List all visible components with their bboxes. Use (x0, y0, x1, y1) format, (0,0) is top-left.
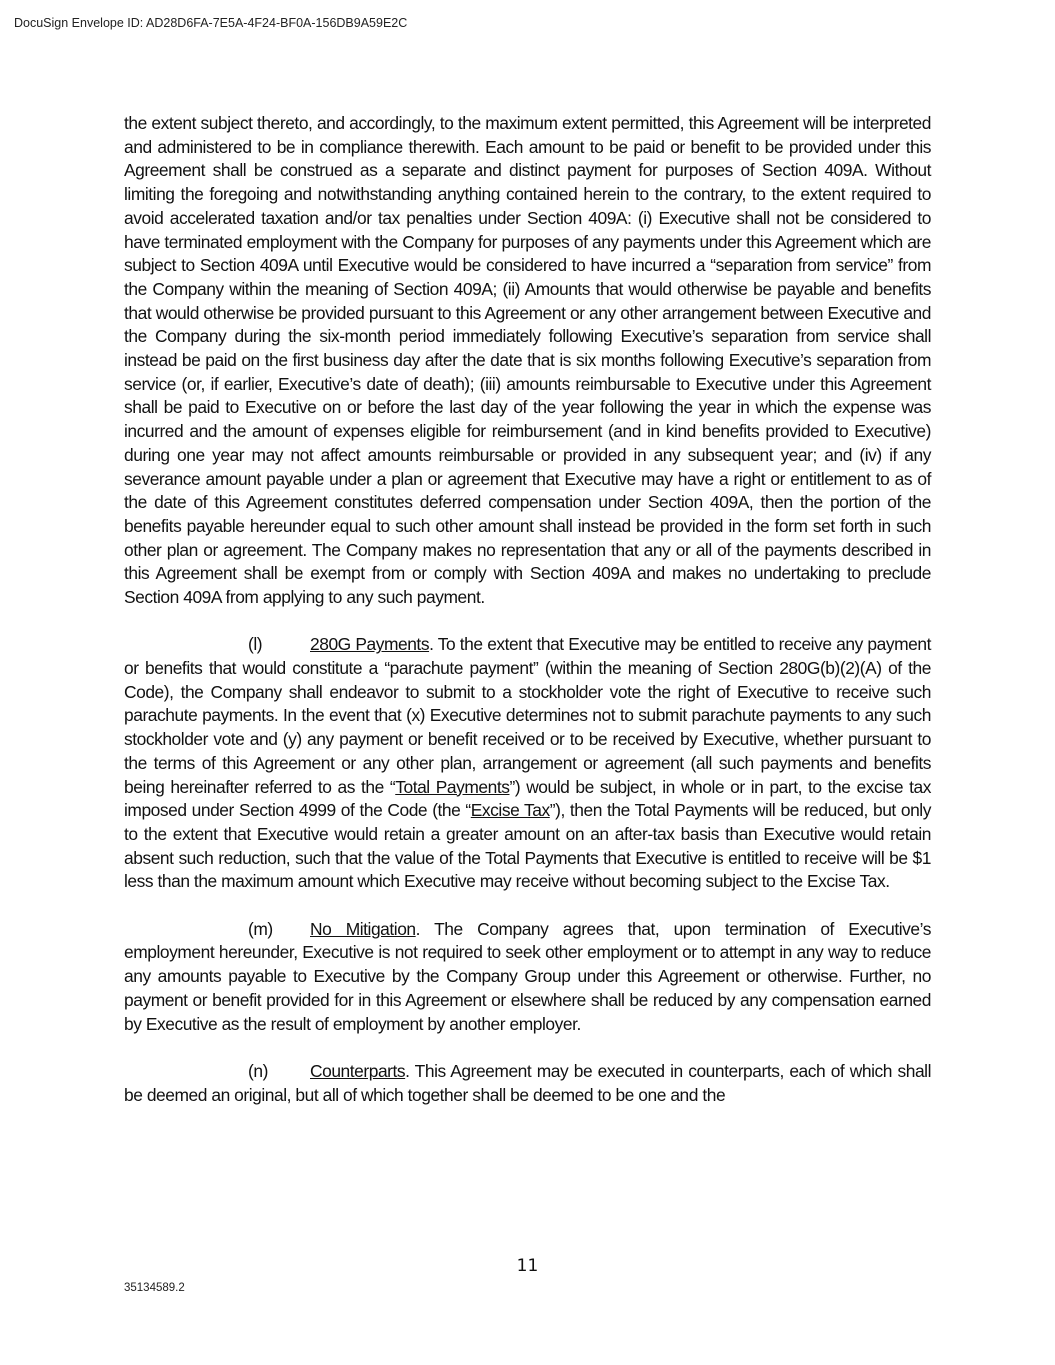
section-heading-no-mitigation: No Mitigation (310, 918, 416, 939)
paragraph-no-mitigation (124, 918, 931, 1037)
section-label-n: (n) (248, 1060, 268, 1081)
docusign-envelope-id: DocuSign Envelope ID: AD28D6FA-7E5A-4F24-BF0A-156DB9A59E2C (14, 16, 408, 30)
defined-term-excise-tax: Excise Tax (470, 800, 550, 821)
paragraph-text: ”), then the Total Payments will be reduced, but only to the extent that Executive would retain a greater amount on an after-tax basis than Executive would retain absent such reduction, such that the value of the Total Payments that Executive is entitled to receive will be $1 less than the maximum amount which Executive may receive without becoming subject to the Excise Tax. (124, 800, 931, 892)
document-number: 35134589.2 (124, 1282, 185, 1294)
section-heading-counterparts: Counterparts (310, 1060, 406, 1081)
paragraph-text: . This Agreement may be executed in counterparts, each of which shall be deemed an original, but all of which together shall be deemed to be one and the (124, 1060, 931, 1105)
paragraph-text: . To the extent that Executive may be entitled to receive any payment or benefits that would constitute a “parachute payment” (within the meaning of Section 280G(b)(2)(A) of the Code), the Company shall endeavor to submit to a stockholder vote the right of Executive to receive such parachute payments. In the event that (x) Executive determines not to submit parachute payments to any such stockholder vote and (y) any payment or benefit received or to be received by Executive, whether pursuant to the terms of this Agreement or any other plan, arrangement or agreement (all such payments and benefits being hereinafter referred to as the “ (124, 634, 931, 797)
section-label-m: (m) (248, 918, 273, 939)
section-heading-280g-payments: 280G Payments (310, 634, 430, 655)
paragraph-counterparts (124, 1060, 931, 1107)
paragraph-409a: the extent subject thereto, and accordingly, to the maximum extent permitted, this Agreement will be interpreted and administered to be in compliance therewith. Each amount to be paid or benefit to be provided under this Agreement shall be construed as a separate and distinct payment for purposes of Section 409A. Without limiting the foregoing and notwithstanding anything contained herein to the contrary, to the extent required to avoid accelerated taxation and/or tax penalties under Section 409A: (i) Executive shall not be considered to have terminated employment with the Company for purposes of any payments under this Agreement which are subject to Section 409A until Executive would be considered to have incurred a “separation from service” from the Company within the meaning of Section 409A; (ii) Amounts that would otherwise be payable and benefits that would otherwise be provided pursuant to this Agreement or any other arrangement between Executive and the Company during the six-month period immediately following Executive’s separation from service shall instead be paid on the first business day after the date that is six months following Executive’s separation from service (or, if earlier, Executive’s date of death); (iii) amounts reimbursable to Executive under this Agreement shall be paid to Executive on or before the last day of the year following the year in which the expense was incurred and the amount of expenses eligible for reimbursement (and in kind benefits provided to Executive) during one year may not affect amounts reimbursable or provided in any subsequent year; and (iv) if any severance amount payable under a plan or agreement that Executive may have a right or entitlement to as of the date of this Agreement constitutes deferred compensation under Section 409A, then the portion of the benefits payable hereunder equal to such other amount shall instead be provided in the form set forth in such other plan or agreement. The Company makes no representation that any or all of the payments described in this Agreement shall be exempt from or comply with Section 409A and makes no undertaking to preclude Section 409A from applying to any such payment. (124, 113, 931, 608)
defined-term-total-payments: Total Payments (395, 776, 510, 797)
paragraph-text: . The Company agrees that, upon termination of Executive’s employment hereunder, Executive is not required to seek other employment or to attempt in any way to reduce any amounts payable to Executive by the Company Group under this Agreement or otherwise. Further, no payment or benefit provided for in this Agreement or elsewhere shall be reduced by any compensation earned by Executive as the result of employment by another employer. (124, 918, 931, 1034)
paragraph-280g-payments (124, 633, 931, 894)
paragraph-text: ”) would be subject, in whole or in part, to the excise tax imposed under Section 4999 of the Code (the “ (124, 776, 931, 821)
document-body (124, 112, 931, 1107)
section-label-l: (l) (248, 634, 263, 655)
page-number: 11 (516, 1256, 539, 1276)
